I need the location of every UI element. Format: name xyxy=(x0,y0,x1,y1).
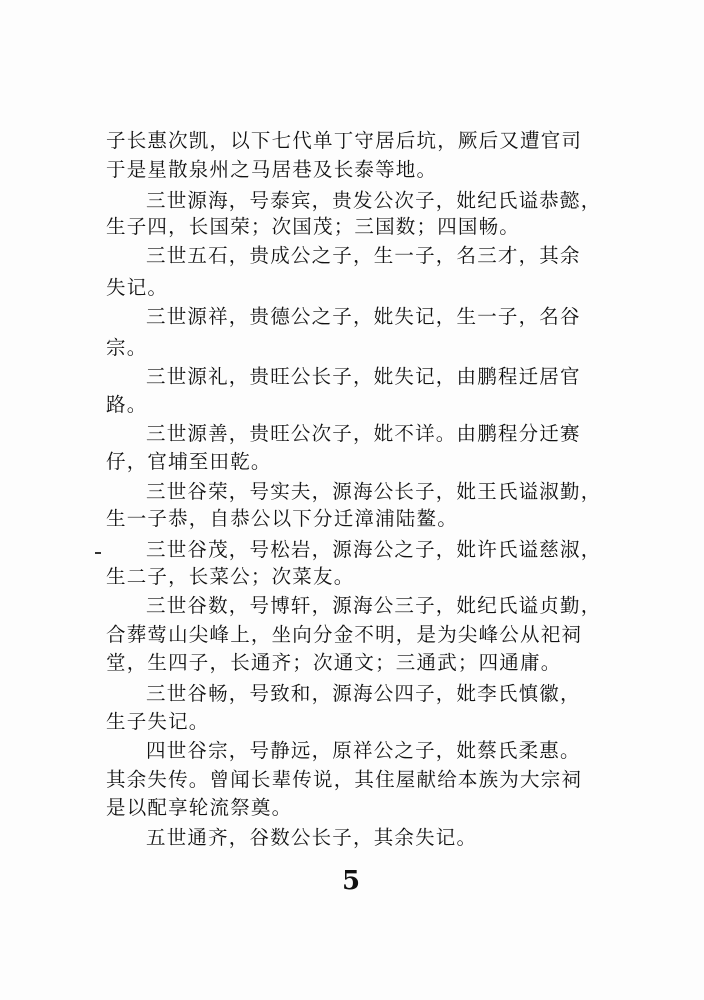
text-line-22: 四世谷宗，号静远，原祥公之子，妣蔡氏柔惠。 xyxy=(146,739,581,762)
text-line-1: 子长惠次凯，以下七代单丁守居后坑，厥后又遭官司 xyxy=(106,129,583,152)
text-line-6: 失记。 xyxy=(106,276,169,299)
text-line-24: 是以配享轮流祭奠。 xyxy=(106,796,293,819)
text-line-2: 于是星散泉州之马居巷及长泰等地。 xyxy=(106,158,438,181)
text-line-11: 三世源善，贵旺公次子，妣不详。由鹏程分迁赛 xyxy=(146,422,581,445)
text-line-23: 其余失传。曾闻长辈传说，其住屋献给本族为大宗祠 xyxy=(106,768,583,791)
text-line-21: 生子失记。 xyxy=(106,710,210,733)
text-line-9: 三世源礼，贵旺公长子，妣失记，由鹏程迁居官 xyxy=(146,365,581,388)
text-line-4: 生子四，长国荣；次国茂；三国数；四国畅。 xyxy=(106,215,521,238)
text-line-10: 路。 xyxy=(106,393,148,416)
text-line-25: 五世通齐，谷数公长子，其余失记。 xyxy=(146,826,478,849)
text-line-16: 生二子，长菜公；次菜友。 xyxy=(106,565,355,588)
text-line-17: 三世谷数，号博轩，源海公三子，妣纪氏谥贞勤， xyxy=(146,594,602,617)
page-number: 5 xyxy=(342,866,361,896)
text-line-18: 合葬莺山尖峰上，坐向分金不明，是为尖峰公从祀祠 xyxy=(106,623,583,646)
text-line-5: 三世五石，贵成公之子，生一子，名三才，其余 xyxy=(146,244,581,267)
text-line-12: 仔，官埔至田乾。 xyxy=(106,450,272,473)
text-line-13: 三世谷荣，号实夫，源海公长子，妣王氏谥淑勤， xyxy=(146,480,602,503)
text-line-7: 三世源祥，贵德公之子，妣失记，生一子，名谷 xyxy=(146,305,581,328)
text-line-14: 生一子恭，自恭公以下分迁漳浦陆鳌。 xyxy=(106,507,458,530)
text-line-19: 堂，生四子，长通齐；次通文；三通武；四通庸。 xyxy=(106,651,562,674)
scan-speck xyxy=(95,552,101,554)
text-line-20: 三世谷畅，号致和，源海公四子，妣李氏慎徽， xyxy=(146,682,581,705)
text-line-8: 宗。 xyxy=(106,336,148,359)
text-line-15: 三世谷茂，号松岩，源海公之子，妣许氏谥慈淑， xyxy=(146,538,602,561)
text-line-3: 三世源海，号泰宾，贵发公次子，妣纪氏谥恭懿， xyxy=(146,189,602,212)
